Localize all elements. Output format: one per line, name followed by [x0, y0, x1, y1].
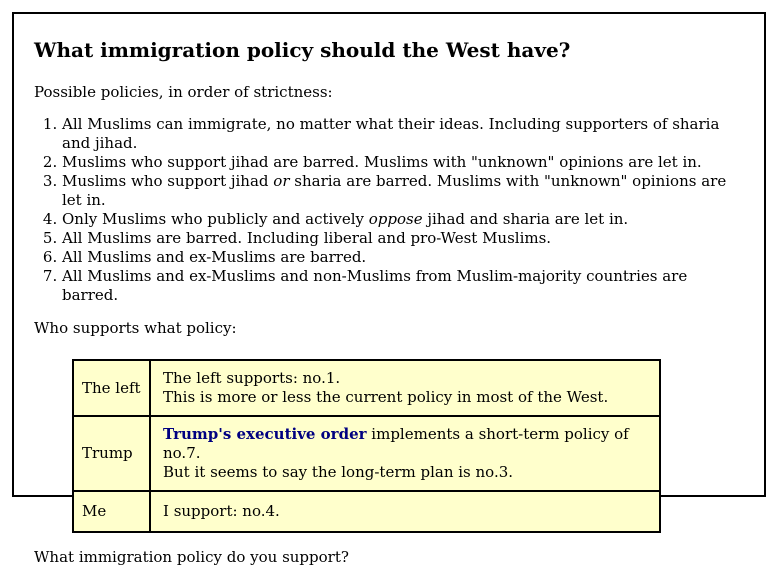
policy-item: 3. Muslims who support jihad or sharia are barred. Muslims with "unknown" opinions are let in. [62, 172, 744, 210]
policy-item: 2. Muslims who support jihad are barred. Muslims with "unknown" opinions are let in. [62, 153, 744, 172]
table-row [73, 360, 660, 416]
table-row [73, 416, 660, 491]
supporter-cell: The left [73, 360, 150, 416]
page-content [14, 38, 764, 567]
row-line2: But it seems to say the long-term plan is no.3. [163, 463, 514, 481]
support-table [72, 359, 661, 533]
table-row [73, 491, 660, 532]
policy-item: 1. All Muslims can immigrate, no matter what their ideas. Including supporters of sharia and jihad. [62, 115, 744, 153]
trump-executive-order-link[interactable]: Trump's executive order [163, 425, 367, 443]
row-line1: The left supports: no.1. [163, 369, 341, 387]
page-title: What immigration policy should the West have? [34, 38, 571, 62]
policy-item: 4. Only Muslims who publicly and actively oppose jihad and sharia are let in. [62, 210, 744, 229]
policy-cell [150, 491, 660, 532]
row-line1: I support: no.4. [163, 502, 280, 520]
policy-cell [150, 360, 660, 416]
supporter-cell: Me [73, 491, 150, 532]
policy-item: 5. All Muslims are barred. Including liberal and pro-West Muslims. [62, 229, 744, 248]
supporter-cell: Trump [73, 416, 150, 491]
intro-text: Possible policies, in order of strictness: [34, 83, 333, 101]
row-line1-rest: implements a short-term policy of no.7. [163, 425, 629, 462]
policy-item: 7. All Muslims and ex-Muslims and non-Muslims from Muslim-majority countries are barred. [62, 267, 744, 305]
policy-cell [150, 416, 660, 491]
question-text: What immigration policy do you support? [34, 548, 349, 566]
table-intro: Who supports what policy: [34, 319, 237, 337]
policy-list [34, 115, 744, 305]
page-frame [12, 12, 766, 566]
row-line2: This is more or less the current policy in most of the West. [163, 388, 609, 406]
policy-item: 6. All Muslims and ex-Muslims are barred. [62, 248, 744, 267]
